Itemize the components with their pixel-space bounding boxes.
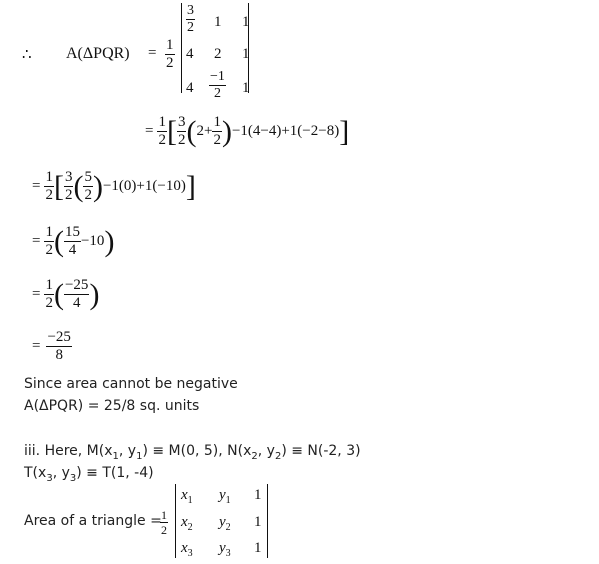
equals-sign: = <box>148 45 157 61</box>
det2-one-r3: 1 <box>254 540 262 556</box>
right-bracket: ] <box>185 169 196 203</box>
half-fraction: $\frac{1}{2}$ <box>166 37 174 71</box>
half-fraction: $\frac{1}{2}$ <box>161 508 167 537</box>
det2-one-r1: 1 <box>254 487 262 503</box>
therefore-symbol: ∴ <box>22 47 32 63</box>
term: −1(0)+1(−10) <box>102 178 186 194</box>
half-fraction: $\frac{1}{2}$ <box>45 224 53 258</box>
det1-r3c3: 1 <box>242 80 250 96</box>
term: −10 <box>80 233 105 249</box>
det1-r2c1: 4 <box>186 46 194 62</box>
left-paren: ( <box>186 114 197 148</box>
area-formula-label: Area of a triangle = <box>24 513 162 529</box>
det1-r3c2: $\frac{-1}{2}$ <box>210 69 225 101</box>
half-fraction: $\frac{1}{2}$ <box>45 169 53 203</box>
right-paren: ) <box>104 224 115 258</box>
det2-y2: $y_2$ <box>219 514 231 533</box>
det2-right-bar <box>267 484 268 558</box>
det2-one-r2: 1 <box>254 514 262 530</box>
det2-y3: $y_3$ <box>219 540 231 559</box>
det1-r2c3: 1 <box>242 46 250 62</box>
fraction: $\frac{3}{2}$ <box>64 169 73 203</box>
left-paren: ( <box>73 169 84 203</box>
left-paren: ( <box>53 277 64 311</box>
step2-expression <box>32 170 196 203</box>
right-paren: ) <box>221 114 232 148</box>
det1-r1c3: 1 <box>242 14 250 30</box>
step4-expression <box>32 278 99 311</box>
fraction: $\frac{1}{2}$ <box>213 114 221 148</box>
det2-left-bar <box>175 484 176 558</box>
text-line-point-t: $T(x_3$, $y_3) \equiv T(1$, -4) <box>24 465 154 484</box>
fraction: $\frac{-25}{8}$ <box>47 329 71 363</box>
area-pqr-label: A(ΔPQR) <box>66 45 130 62</box>
fraction: $\frac{5}{2}$ <box>84 169 92 203</box>
equals-sign: = <box>32 338 41 354</box>
det1-r1c2: 1 <box>214 14 222 30</box>
text-line-negative: Since area cannot be negative <box>24 376 238 392</box>
equals-sign: = <box>32 233 41 249</box>
right-paren: ) <box>89 277 100 311</box>
fraction: $\frac{3}{2}$ <box>177 114 186 148</box>
det1-r2c2: 2 <box>214 46 222 62</box>
equals-sign: = <box>145 123 154 139</box>
half-fraction: $\frac{1}{2}$ <box>45 277 53 311</box>
left-bracket: [ <box>53 169 64 203</box>
text-line-points-mn: iii. Here, $M(x_1$, $y_1) \equiv M(0$, 5), $N(x_2$, $y_2) \equiv N(-2$, 3) <box>24 443 361 462</box>
det1-r1c1: $\frac{3}{2}$ <box>187 3 194 35</box>
det2-x3: $x_3$ <box>181 540 193 559</box>
term: 2+ <box>196 123 213 139</box>
equals-sign: = <box>32 286 41 302</box>
det1-left-bar <box>181 3 182 93</box>
left-paren: ( <box>53 224 64 258</box>
step3-expression <box>32 225 114 258</box>
fraction: $\frac{-25}{4}$ <box>64 277 89 311</box>
det1-r3c1: 4 <box>186 80 194 96</box>
det2-x2: $x_2$ <box>181 514 193 533</box>
left-bracket: [ <box>166 114 177 148</box>
half-fraction: $\frac{1}{2}$ <box>158 114 166 148</box>
det2-y1: $y_1$ <box>219 487 231 506</box>
fraction: $\frac{15}{4}$ <box>64 224 80 258</box>
text-line-area-result: A(ΔPQR) = 25/8 sq. units <box>24 398 200 414</box>
right-paren: ) <box>92 169 103 203</box>
det2-x1: $x_1$ <box>181 487 193 506</box>
term: −1(4−4)+1(−2−8) <box>231 123 340 139</box>
equals-sign: = <box>32 178 41 194</box>
step5-expression <box>32 330 72 363</box>
step1-expression <box>145 115 349 148</box>
right-bracket: ] <box>339 114 350 148</box>
